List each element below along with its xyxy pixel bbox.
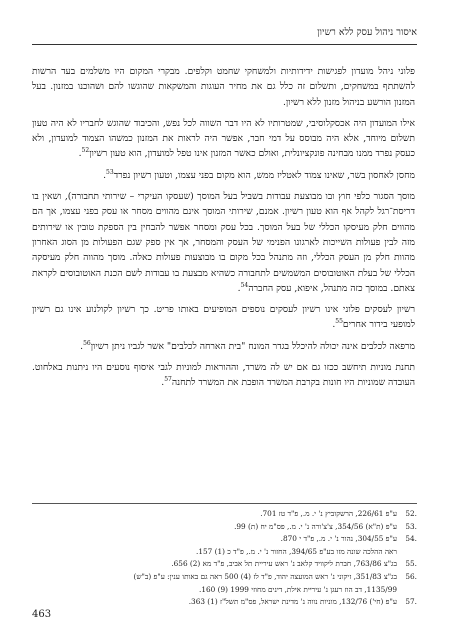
paragraph: תחנת מוניות תיחשב ככזו גם אם יש לה משרד, וההוראות למוניות לגבי איסוף נוסעים היו ניתנות באלחוט. העובדה שמוניות היו חונות בקרבת המשרד הופכת את המשרד לתחנה$^{57}$. — [32, 362, 415, 389]
footnote — [32, 508, 417, 521]
footnote-number: .53 — [405, 521, 417, 531]
paragraph: מוסך הסגור כלפי חוץ ובו מבוצעת עבודות בשביל בעל המוסך (שעסקו העיקרי – שירותי תחבורה), ושאין בו דריסת־רגל לקהל אף הוא טעון רשיון. אמנם, שירותי המוסך אינם מהווים מסחר או עסק בפני עצמו, אך הם מהווים חלק מעיסקו הכללי של בעל המוסך. בכל עסק ומסחר אפשר להבחין בין הספקת טובין או שירותים מזה לבין פעולות השייכות לארגונו הפנימי של העסק והמסחר, אך אין ספק שגם הפעולות מן הסוג האחרון מהוות חלק מן העסק הכללי, וזה מתנהל בכל מקום בו מבוצעות פעולות כאלה. מוסך מהווה חלק מעיסקה הכללי של בעלת האוטובוסים המשמשים לתחבורה כשהיא מבצעת בו עבודות לשם הכנת האוטובוסים לקראת צאתם. במוסך כזה מתנהל, איפוא, עסק החברה$^{54}$. — [32, 191, 415, 294]
footnote-ref[interactable]: 56 — [83, 339, 91, 347]
paragraph: רשיון לעסקים פלוני אינו רשיון לעסקים נוספים המופיעים באותו פריט. כך רשיון לקולנוע אינו גם רשיון למופעי בידור אחרים$^{55}$. — [32, 304, 415, 331]
footnote-ref[interactable]: 57 — [164, 376, 172, 384]
running-head: איסור ניהול עסק ללא רשיון — [317, 27, 417, 38]
footnote-text: ע"פ 226/61, הרשקוביץ נ' י. מ., פ"ד טז 701. — [260, 509, 397, 518]
paragraph: פלוני ניהל מועדון לפגישות ידידותיות ולמשחקי שחמט וקלפים. מבקרי המקום היו משלמים בעד הרשות להשתתף במשחקים, ותשלום זה כלל גם את מחיר העוגות והמשקאות שהוגשו להם ושהוכנו במזנון. בעל המזנון הורשע בניהול מזנון ללא רשיון. — [32, 66, 415, 108]
footnotes — [32, 508, 417, 609]
footnote-continuation: 1135/99, דב הוז רעגן נ' עיריית אילת, דינים מחוזי 1999 (9) 160. — [199, 584, 397, 594]
footnote-number: .54 — [405, 534, 417, 544]
footnote-ref[interactable]: 54 — [240, 281, 249, 289]
footnote-ref[interactable]: 52 — [81, 147, 90, 155]
footnote-rule — [32, 503, 417, 504]
footnote-text: ע"פ 304/55, נהור נ' י. מ., פ"ד י 870. — [280, 534, 397, 544]
footnote — [32, 596, 417, 609]
paragraph: מרפאה לכלבים אינה יכולה להיכלל בגדר המונח "בית הארחה לכלבים" אשר לגביו ניתן רשיון$^{56}$. — [80, 339, 415, 352]
footnote — [32, 558, 417, 571]
footnote-text: בג"צ 763/86, חברת ליקוויד קלאב נ' ראש עיריית תל אביב, פ"ד מא (2) 656. — [171, 559, 397, 569]
footnote — [32, 533, 417, 546]
page-number: 463 — [32, 609, 52, 620]
footnote-continuation: ראה ההלכה שונה מזו בע"פ 394/65, החזור נ' י. מ., פ"ד כ (1) 157. — [196, 546, 397, 556]
footnote-number: .55 — [405, 559, 417, 569]
footnote-number: .56 — [405, 571, 417, 581]
footnote-text: ע"פ (חי') 132/76, מוניות נווה נ' מדינת ישראל, פס"מ תשל"ז (1) 363. — [188, 597, 397, 607]
footnote-ref[interactable]: 53 — [106, 168, 114, 176]
footnote-text: בג"צ 351/83, זיקוני נ' ראש המועצה יהוד, פ"ד לז (4) 500 ראה גם באותו ענין: ע"פ (ב"ש) — [133, 571, 397, 581]
footnote — [32, 521, 417, 534]
footnote-text: ע"פ (ת"א) 354/56, צ'צ'ורה נ' י. מ., פס"מ יח (ת) 99. — [234, 521, 397, 531]
body-text — [32, 64, 415, 397]
footnote — [32, 571, 417, 584]
footnote-ref[interactable]: 55 — [335, 318, 343, 326]
header-rule — [32, 44, 417, 45]
paragraph: מחסן לאחסון בשר, שאינו צמוד לאטליז ממש, הוא מקום בפני עצמו, וטעון רשיון נפרד$^{53}$. — [103, 168, 415, 181]
footnote-number: .57 — [405, 597, 417, 607]
paragraph: אילו המועדון היה אכסקלוסיבי, שמטרותיו לא היו דבר השווה לכל נפש, והכיבוד שהוגש לחבריו לא היה טעון תשלום מיוחד, אלא היה מבוסס על דמי חבר, אפשר היה לראות את המזנון כמשהו הצמוד למועדון, ולא כעסק נפרד ממנו מבחינה פונקציונלית, ואולם כאשר המזנון אינו טפל למועדון, הוא טעון רשיון$^{52}$. — [32, 117, 415, 160]
footnote-number: .52 — [405, 509, 417, 518]
